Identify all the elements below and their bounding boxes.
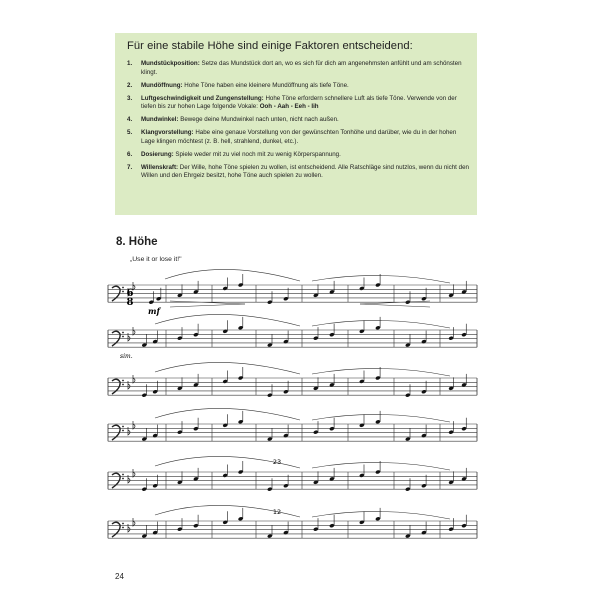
clef-dot	[122, 287, 124, 289]
clef-dot	[122, 478, 124, 480]
tip-item: 5. Klangvorstellung: Habe eine genaue Vorstellung von der gewünschten Tonhöhe und darüber, wie du in der hohen Lage klingen möchtest (z. B. hell, strahlend, dunkel, etc.).	[127, 129, 457, 145]
clef-dot	[122, 527, 124, 529]
slur	[312, 414, 450, 422]
tuplet-number-12: 12	[272, 508, 282, 516]
tuplet-number-23: 23	[272, 458, 282, 466]
slur	[312, 511, 450, 519]
clef-dot	[122, 523, 124, 525]
tip-item: 3. Luftgeschwindigkeit und Zungenstellung: Hohe Töne erfordern schnellere Luft als tiefe Töne. Verwende von der tiefen bis zur hohen Lage folgende Vokale: Ooh - Aah - Eeh - Iih	[127, 94, 457, 110]
clef-dot	[122, 426, 124, 428]
slur	[165, 269, 300, 281]
clef-dot	[122, 474, 124, 476]
hairpin	[170, 301, 245, 307]
flat-sign-icon	[133, 518, 135, 526]
infobox-heading: Für eine stabile Höhe sind einige Faktoren entscheidend:	[127, 40, 413, 52]
hairpin	[360, 301, 430, 307]
slur	[312, 275, 450, 283]
flat-sign-icon	[133, 375, 135, 383]
tip-item: 6. Dosierung: Spiele weder mit zu viel noch mit zu wenig Körperspannung.	[127, 150, 341, 158]
expression-marking: sim.	[120, 353, 133, 360]
exercise-title: 8. Höhe	[116, 236, 158, 248]
flat-sign-icon	[133, 469, 135, 477]
tip-item: 7. Willenskraft: Der Wille, hohe Töne spielen zu wollen, ist entscheidend. Alle Ratschläge sind nutzlos, wenn du nicht den Willen und den Ehrgeiz besitzt, hohe Töne auch spielen zu wollen.	[127, 163, 469, 179]
exercise-subtitle: „Use it or lose it!"	[130, 256, 182, 263]
tip-item: 1. Mundstückposition: Setze das Mundstück dort an, wo es sich für dich am angenehmsten anfühlt und am schönsten klingt.	[127, 60, 462, 76]
tip-item: 4. Mundwinkel: Bewege deine Mundwinkel nach unten, nicht nach außen.	[127, 116, 339, 123]
clef-dot	[122, 430, 124, 432]
clef-dot	[122, 291, 124, 293]
page-number: 24	[115, 572, 124, 581]
slur	[312, 320, 450, 328]
time-signature-bottom: 8	[126, 297, 134, 308]
clef-dot	[122, 336, 124, 338]
time-signature-top: 6	[126, 288, 134, 299]
dynamic-marking: mf	[148, 306, 160, 316]
clef-dot	[122, 384, 124, 386]
slur	[312, 462, 450, 470]
slur	[312, 368, 450, 376]
flat-sign-icon	[133, 327, 135, 335]
clef-dot	[122, 332, 124, 334]
clef-dot	[122, 380, 124, 382]
tip-item: 2. Mundöffnung: Hohe Töne haben eine kleinere Mundöffnung als tiefe Töne.	[127, 81, 349, 89]
flat-sign-icon	[133, 421, 135, 429]
